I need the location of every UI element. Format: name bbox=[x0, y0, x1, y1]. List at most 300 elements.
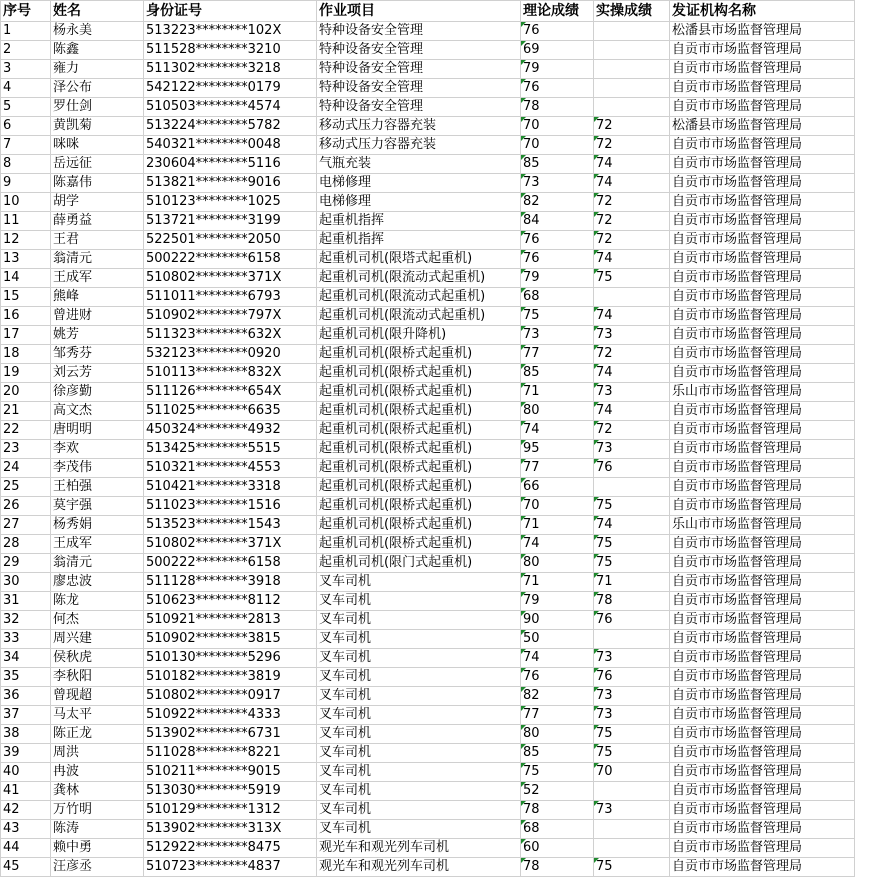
cell-issuing-authority[interactable]: 自贡市市场监督管理局 bbox=[670, 193, 855, 212]
cell-project[interactable]: 起重机司机(限流动式起重机) bbox=[317, 307, 521, 326]
cell-index[interactable]: 12 bbox=[1, 231, 51, 250]
cell-theory-score[interactable]: 68 bbox=[521, 820, 594, 839]
cell-name[interactable]: 高文杰 bbox=[51, 402, 144, 421]
cell-issuing-authority[interactable]: 自贡市市场监督管理局 bbox=[670, 269, 855, 288]
cell-name[interactable]: 熊峰 bbox=[51, 288, 144, 307]
cell-name[interactable]: 姚芳 bbox=[51, 326, 144, 345]
cell-issuing-authority[interactable]: 自贡市市场监督管理局 bbox=[670, 592, 855, 611]
cell-index[interactable]: 38 bbox=[1, 725, 51, 744]
cell-id-number[interactable]: 450324********4932 bbox=[144, 421, 317, 440]
cell-index[interactable]: 2 bbox=[1, 41, 51, 60]
cell-theory-score[interactable]: 78 bbox=[521, 801, 594, 820]
cell-practical-score[interactable]: 75 bbox=[594, 725, 670, 744]
cell-practical-score[interactable]: 72 bbox=[594, 193, 670, 212]
cell-project[interactable]: 移动式压力容器充装 bbox=[317, 136, 521, 155]
cell-project[interactable]: 观光车和观光列车司机 bbox=[317, 839, 521, 858]
cell-project[interactable]: 起重机司机(限流动式起重机) bbox=[317, 269, 521, 288]
cell-index[interactable]: 16 bbox=[1, 307, 51, 326]
cell-theory-score[interactable]: 77 bbox=[521, 345, 594, 364]
cell-issuing-authority[interactable]: 自贡市市场监督管理局 bbox=[670, 497, 855, 516]
cell-name[interactable]: 泽公布 bbox=[51, 79, 144, 98]
cell-practical-score[interactable]: 76 bbox=[594, 459, 670, 478]
cell-index[interactable]: 8 bbox=[1, 155, 51, 174]
cell-index[interactable]: 35 bbox=[1, 668, 51, 687]
cell-project[interactable]: 起重机司机(限桥式起重机) bbox=[317, 345, 521, 364]
cell-name[interactable]: 莫宇强 bbox=[51, 497, 144, 516]
cell-id-number[interactable]: 510902********3815 bbox=[144, 630, 317, 649]
cell-id-number[interactable]: 510922********4333 bbox=[144, 706, 317, 725]
cell-project[interactable]: 起重机指挥 bbox=[317, 212, 521, 231]
cell-index[interactable]: 43 bbox=[1, 820, 51, 839]
cell-issuing-authority[interactable]: 自贡市市场监督管理局 bbox=[670, 421, 855, 440]
cell-project[interactable]: 起重机司机(限桥式起重机) bbox=[317, 459, 521, 478]
cell-project[interactable]: 起重机司机(限桥式起重机) bbox=[317, 440, 521, 459]
cell-theory-score[interactable]: 85 bbox=[521, 155, 594, 174]
cell-issuing-authority[interactable]: 自贡市市场监督管理局 bbox=[670, 136, 855, 155]
cell-theory-score[interactable]: 79 bbox=[521, 60, 594, 79]
cell-id-number[interactable]: 513821********9016 bbox=[144, 174, 317, 193]
cell-practical-score[interactable]: 75 bbox=[594, 535, 670, 554]
cell-project[interactable]: 特种设备安全管理 bbox=[317, 22, 521, 41]
cell-issuing-authority[interactable]: 自贡市市场监督管理局 bbox=[670, 763, 855, 782]
cell-issuing-authority[interactable]: 自贡市市场监督管理局 bbox=[670, 364, 855, 383]
cell-theory-score[interactable]: 52 bbox=[521, 782, 594, 801]
cell-issuing-authority[interactable]: 自贡市市场监督管理局 bbox=[670, 326, 855, 345]
cell-practical-score[interactable]: 73 bbox=[594, 706, 670, 725]
cell-name[interactable]: 杨秀娟 bbox=[51, 516, 144, 535]
cell-practical-score[interactable]: 71 bbox=[594, 573, 670, 592]
cell-theory-score[interactable]: 84 bbox=[521, 212, 594, 231]
cell-issuing-authority[interactable]: 自贡市市场监督管理局 bbox=[670, 668, 855, 687]
cell-id-number[interactable]: 510921********2813 bbox=[144, 611, 317, 630]
cell-practical-score[interactable]: 74 bbox=[594, 155, 670, 174]
cell-name[interactable]: 徐彦勤 bbox=[51, 383, 144, 402]
cell-practical-score[interactable]: 78 bbox=[594, 592, 670, 611]
cell-id-number[interactable]: 511028********8221 bbox=[144, 744, 317, 763]
cell-project[interactable]: 叉车司机 bbox=[317, 687, 521, 706]
cell-theory-score[interactable]: 70 bbox=[521, 497, 594, 516]
cell-name[interactable]: 李秋阳 bbox=[51, 668, 144, 687]
cell-name[interactable]: 杨永美 bbox=[51, 22, 144, 41]
cell-id-number[interactable]: 510623********8112 bbox=[144, 592, 317, 611]
cell-theory-score[interactable]: 70 bbox=[521, 136, 594, 155]
cell-practical-score[interactable] bbox=[594, 782, 670, 801]
cell-theory-score[interactable]: 74 bbox=[521, 535, 594, 554]
cell-practical-score[interactable]: 74 bbox=[594, 250, 670, 269]
cell-id-number[interactable]: 512922********8475 bbox=[144, 839, 317, 858]
cell-name[interactable]: 唐明明 bbox=[51, 421, 144, 440]
cell-index[interactable]: 44 bbox=[1, 839, 51, 858]
header-project[interactable]: 作业项目 bbox=[317, 1, 521, 22]
cell-index[interactable]: 34 bbox=[1, 649, 51, 668]
cell-practical-score[interactable]: 72 bbox=[594, 231, 670, 250]
cell-issuing-authority[interactable]: 自贡市市场监督管理局 bbox=[670, 782, 855, 801]
header-id-number[interactable]: 身份证号 bbox=[144, 1, 317, 22]
cell-id-number[interactable]: 513030********5919 bbox=[144, 782, 317, 801]
cell-index[interactable]: 39 bbox=[1, 744, 51, 763]
cell-practical-score[interactable]: 72 bbox=[594, 117, 670, 136]
cell-index[interactable]: 3 bbox=[1, 60, 51, 79]
cell-issuing-authority[interactable]: 自贡市市场监督管理局 bbox=[670, 478, 855, 497]
cell-id-number[interactable]: 510723********4837 bbox=[144, 858, 317, 877]
cell-issuing-authority[interactable]: 自贡市市场监督管理局 bbox=[670, 839, 855, 858]
cell-issuing-authority[interactable]: 自贡市市场监督管理局 bbox=[670, 345, 855, 364]
cell-issuing-authority[interactable]: 自贡市市场监督管理局 bbox=[670, 687, 855, 706]
cell-issuing-authority[interactable]: 自贡市市场监督管理局 bbox=[670, 41, 855, 60]
cell-id-number[interactable]: 510802********371X bbox=[144, 269, 317, 288]
cell-theory-score[interactable]: 69 bbox=[521, 41, 594, 60]
cell-id-number[interactable]: 511302********3218 bbox=[144, 60, 317, 79]
cell-practical-score[interactable]: 76 bbox=[594, 668, 670, 687]
cell-name[interactable]: 赖中勇 bbox=[51, 839, 144, 858]
cell-name[interactable]: 王柏强 bbox=[51, 478, 144, 497]
cell-index[interactable]: 28 bbox=[1, 535, 51, 554]
cell-id-number[interactable]: 510902********797X bbox=[144, 307, 317, 326]
cell-project[interactable]: 电梯修理 bbox=[317, 193, 521, 212]
cell-project[interactable]: 起重机司机(限塔式起重机) bbox=[317, 250, 521, 269]
cell-practical-score[interactable]: 72 bbox=[594, 421, 670, 440]
cell-practical-score[interactable] bbox=[594, 98, 670, 117]
cell-project[interactable]: 特种设备安全管理 bbox=[317, 98, 521, 117]
cell-issuing-authority[interactable]: 自贡市市场监督管理局 bbox=[670, 535, 855, 554]
cell-project[interactable]: 叉车司机 bbox=[317, 820, 521, 839]
cell-project[interactable]: 移动式压力容器充装 bbox=[317, 117, 521, 136]
cell-index[interactable]: 11 bbox=[1, 212, 51, 231]
cell-id-number[interactable]: 511011********6793 bbox=[144, 288, 317, 307]
cell-name[interactable]: 周洪 bbox=[51, 744, 144, 763]
cell-theory-score[interactable]: 71 bbox=[521, 383, 594, 402]
cell-project[interactable]: 起重机司机(限桥式起重机) bbox=[317, 478, 521, 497]
cell-practical-score[interactable]: 73 bbox=[594, 649, 670, 668]
cell-issuing-authority[interactable]: 自贡市市场监督管理局 bbox=[670, 155, 855, 174]
cell-theory-score[interactable]: 77 bbox=[521, 706, 594, 725]
cell-practical-score[interactable]: 73 bbox=[594, 801, 670, 820]
cell-issuing-authority[interactable]: 松潘县市场监督管理局 bbox=[670, 117, 855, 136]
cell-id-number[interactable]: 522501********2050 bbox=[144, 231, 317, 250]
cell-name[interactable]: 胡学 bbox=[51, 193, 144, 212]
cell-project[interactable]: 起重机司机(限门式起重机) bbox=[317, 554, 521, 573]
cell-issuing-authority[interactable]: 自贡市市场监督管理局 bbox=[670, 630, 855, 649]
cell-name[interactable]: 龚林 bbox=[51, 782, 144, 801]
cell-issuing-authority[interactable]: 自贡市市场监督管理局 bbox=[670, 611, 855, 630]
cell-index[interactable]: 24 bbox=[1, 459, 51, 478]
cell-theory-score[interactable]: 80 bbox=[521, 402, 594, 421]
cell-project[interactable]: 起重机司机(限桥式起重机) bbox=[317, 402, 521, 421]
cell-practical-score[interactable]: 74 bbox=[594, 307, 670, 326]
cell-id-number[interactable]: 510802********0917 bbox=[144, 687, 317, 706]
cell-name[interactable]: 薛勇益 bbox=[51, 212, 144, 231]
cell-project[interactable]: 叉车司机 bbox=[317, 592, 521, 611]
cell-index[interactable]: 31 bbox=[1, 592, 51, 611]
cell-index[interactable]: 33 bbox=[1, 630, 51, 649]
cell-practical-score[interactable] bbox=[594, 630, 670, 649]
cell-issuing-authority[interactable]: 自贡市市场监督管理局 bbox=[670, 174, 855, 193]
cell-practical-score[interactable]: 75 bbox=[594, 858, 670, 877]
header-name[interactable]: 姓名 bbox=[51, 1, 144, 22]
cell-practical-score[interactable]: 73 bbox=[594, 326, 670, 345]
cell-theory-score[interactable]: 68 bbox=[521, 288, 594, 307]
cell-name[interactable]: 李茂伟 bbox=[51, 459, 144, 478]
cell-practical-score[interactable]: 75 bbox=[594, 497, 670, 516]
cell-project[interactable]: 叉车司机 bbox=[317, 782, 521, 801]
cell-name[interactable]: 曾现超 bbox=[51, 687, 144, 706]
cell-project[interactable]: 特种设备安全管理 bbox=[317, 79, 521, 98]
cell-theory-score[interactable]: 50 bbox=[521, 630, 594, 649]
cell-id-number[interactable]: 532123********0920 bbox=[144, 345, 317, 364]
cell-name[interactable]: 陈鑫 bbox=[51, 41, 144, 60]
cell-index[interactable]: 15 bbox=[1, 288, 51, 307]
cell-practical-score[interactable] bbox=[594, 22, 670, 41]
cell-practical-score[interactable]: 73 bbox=[594, 440, 670, 459]
cell-theory-score[interactable]: 73 bbox=[521, 326, 594, 345]
cell-theory-score[interactable]: 70 bbox=[521, 117, 594, 136]
cell-practical-score[interactable]: 73 bbox=[594, 687, 670, 706]
cell-index[interactable]: 9 bbox=[1, 174, 51, 193]
cell-issuing-authority[interactable]: 自贡市市场监督管理局 bbox=[670, 98, 855, 117]
cell-project[interactable]: 观光车和观光列车司机 bbox=[317, 858, 521, 877]
cell-theory-score[interactable]: 80 bbox=[521, 725, 594, 744]
cell-practical-score[interactable] bbox=[594, 79, 670, 98]
cell-id-number[interactable]: 511323********632X bbox=[144, 326, 317, 345]
cell-project[interactable]: 起重机司机(限桥式起重机) bbox=[317, 364, 521, 383]
cell-index[interactable]: 42 bbox=[1, 801, 51, 820]
cell-project[interactable]: 叉车司机 bbox=[317, 706, 521, 725]
cell-id-number[interactable]: 510130********5296 bbox=[144, 649, 317, 668]
cell-project[interactable]: 起重机指挥 bbox=[317, 231, 521, 250]
cell-issuing-authority[interactable]: 自贡市市场监督管理局 bbox=[670, 554, 855, 573]
cell-index[interactable]: 10 bbox=[1, 193, 51, 212]
cell-practical-score[interactable] bbox=[594, 820, 670, 839]
cell-practical-score[interactable] bbox=[594, 478, 670, 497]
cell-practical-score[interactable]: 72 bbox=[594, 212, 670, 231]
cell-index[interactable]: 22 bbox=[1, 421, 51, 440]
cell-id-number[interactable]: 510113********832X bbox=[144, 364, 317, 383]
cell-theory-score[interactable]: 71 bbox=[521, 516, 594, 535]
cell-index[interactable]: 30 bbox=[1, 573, 51, 592]
cell-name[interactable]: 王成军 bbox=[51, 269, 144, 288]
cell-theory-score[interactable]: 76 bbox=[521, 22, 594, 41]
cell-index[interactable]: 23 bbox=[1, 440, 51, 459]
cell-practical-score[interactable]: 75 bbox=[594, 744, 670, 763]
cell-index[interactable]: 45 bbox=[1, 858, 51, 877]
cell-issuing-authority[interactable]: 自贡市市场监督管理局 bbox=[670, 573, 855, 592]
cell-name[interactable]: 罗仕剑 bbox=[51, 98, 144, 117]
cell-project[interactable]: 叉车司机 bbox=[317, 573, 521, 592]
header-issuing-authority[interactable]: 发证机构名称 bbox=[670, 1, 855, 22]
cell-issuing-authority[interactable]: 自贡市市场监督管理局 bbox=[670, 649, 855, 668]
cell-id-number[interactable]: 513223********102X bbox=[144, 22, 317, 41]
cell-practical-score[interactable] bbox=[594, 839, 670, 858]
cell-name[interactable]: 翁清元 bbox=[51, 250, 144, 269]
cell-practical-score[interactable]: 74 bbox=[594, 516, 670, 535]
cell-index[interactable]: 19 bbox=[1, 364, 51, 383]
cell-practical-score[interactable]: 74 bbox=[594, 364, 670, 383]
cell-project[interactable]: 叉车司机 bbox=[317, 744, 521, 763]
cell-name[interactable]: 咪咪 bbox=[51, 136, 144, 155]
cell-practical-score[interactable]: 72 bbox=[594, 136, 670, 155]
cell-theory-score[interactable]: 60 bbox=[521, 839, 594, 858]
cell-theory-score[interactable]: 66 bbox=[521, 478, 594, 497]
cell-issuing-authority[interactable]: 乐山市市场监督管理局 bbox=[670, 516, 855, 535]
cell-project[interactable]: 叉车司机 bbox=[317, 725, 521, 744]
cell-project[interactable]: 叉车司机 bbox=[317, 611, 521, 630]
cell-practical-score[interactable]: 75 bbox=[594, 269, 670, 288]
cell-id-number[interactable]: 511023********1516 bbox=[144, 497, 317, 516]
cell-practical-score[interactable]: 70 bbox=[594, 763, 670, 782]
cell-practical-score[interactable]: 75 bbox=[594, 554, 670, 573]
cell-index[interactable]: 18 bbox=[1, 345, 51, 364]
cell-issuing-authority[interactable]: 自贡市市场监督管理局 bbox=[670, 801, 855, 820]
cell-name[interactable]: 刘云芳 bbox=[51, 364, 144, 383]
cell-id-number[interactable]: 513721********3199 bbox=[144, 212, 317, 231]
cell-index[interactable]: 29 bbox=[1, 554, 51, 573]
cell-id-number[interactable]: 513902********6731 bbox=[144, 725, 317, 744]
cell-name[interactable]: 万竹明 bbox=[51, 801, 144, 820]
cell-practical-score[interactable] bbox=[594, 41, 670, 60]
cell-practical-score[interactable]: 74 bbox=[594, 174, 670, 193]
cell-id-number[interactable]: 510182********3819 bbox=[144, 668, 317, 687]
cell-name[interactable]: 陈涛 bbox=[51, 820, 144, 839]
cell-theory-score[interactable]: 85 bbox=[521, 744, 594, 763]
cell-issuing-authority[interactable]: 自贡市市场监督管理局 bbox=[670, 725, 855, 744]
cell-name[interactable]: 黄凯菊 bbox=[51, 117, 144, 136]
cell-issuing-authority[interactable]: 自贡市市场监督管理局 bbox=[670, 79, 855, 98]
cell-id-number[interactable]: 510321********4553 bbox=[144, 459, 317, 478]
cell-issuing-authority[interactable]: 自贡市市场监督管理局 bbox=[670, 744, 855, 763]
cell-name[interactable]: 邹秀芬 bbox=[51, 345, 144, 364]
cell-theory-score[interactable]: 90 bbox=[521, 611, 594, 630]
cell-project[interactable]: 起重机司机(限桥式起重机) bbox=[317, 421, 521, 440]
cell-issuing-authority[interactable]: 自贡市市场监督管理局 bbox=[670, 288, 855, 307]
cell-id-number[interactable]: 542122********0179 bbox=[144, 79, 317, 98]
cell-practical-score[interactable] bbox=[594, 288, 670, 307]
cell-id-number[interactable]: 510421********3318 bbox=[144, 478, 317, 497]
cell-theory-score[interactable]: 76 bbox=[521, 79, 594, 98]
cell-practical-score[interactable]: 76 bbox=[594, 611, 670, 630]
cell-name[interactable]: 马太平 bbox=[51, 706, 144, 725]
cell-id-number[interactable]: 500222********6158 bbox=[144, 554, 317, 573]
cell-name[interactable]: 王成军 bbox=[51, 535, 144, 554]
cell-id-number[interactable]: 510123********1025 bbox=[144, 193, 317, 212]
cell-id-number[interactable]: 513523********1543 bbox=[144, 516, 317, 535]
cell-theory-score[interactable]: 74 bbox=[521, 649, 594, 668]
cell-issuing-authority[interactable]: 自贡市市场监督管理局 bbox=[670, 858, 855, 877]
cell-name[interactable]: 汪彦丞 bbox=[51, 858, 144, 877]
cell-index[interactable]: 36 bbox=[1, 687, 51, 706]
cell-issuing-authority[interactable]: 自贡市市场监督管理局 bbox=[670, 459, 855, 478]
cell-project[interactable]: 起重机司机(限升降机) bbox=[317, 326, 521, 345]
cell-name[interactable]: 冉波 bbox=[51, 763, 144, 782]
cell-issuing-authority[interactable]: 自贡市市场监督管理局 bbox=[670, 402, 855, 421]
cell-id-number[interactable]: 513425********5515 bbox=[144, 440, 317, 459]
cell-id-number[interactable]: 511528********3210 bbox=[144, 41, 317, 60]
cell-name[interactable]: 岳远征 bbox=[51, 155, 144, 174]
cell-index[interactable]: 7 bbox=[1, 136, 51, 155]
cell-project[interactable]: 叉车司机 bbox=[317, 801, 521, 820]
cell-name[interactable]: 陈嘉伟 bbox=[51, 174, 144, 193]
cell-name[interactable]: 曾进财 bbox=[51, 307, 144, 326]
cell-practical-score[interactable]: 74 bbox=[594, 402, 670, 421]
cell-theory-score[interactable]: 79 bbox=[521, 269, 594, 288]
header-theory-score[interactable]: 理论成绩 bbox=[521, 1, 594, 22]
cell-index[interactable]: 6 bbox=[1, 117, 51, 136]
cell-index[interactable]: 1 bbox=[1, 22, 51, 41]
cell-name[interactable]: 周兴建 bbox=[51, 630, 144, 649]
cell-project[interactable]: 起重机司机(限桥式起重机) bbox=[317, 497, 521, 516]
cell-theory-score[interactable]: 78 bbox=[521, 858, 594, 877]
cell-index[interactable]: 21 bbox=[1, 402, 51, 421]
cell-project[interactable]: 起重机司机(限桥式起重机) bbox=[317, 535, 521, 554]
cell-id-number[interactable]: 230604********5116 bbox=[144, 155, 317, 174]
cell-project[interactable]: 特种设备安全管理 bbox=[317, 41, 521, 60]
cell-issuing-authority[interactable]: 自贡市市场监督管理局 bbox=[670, 307, 855, 326]
cell-theory-score[interactable]: 85 bbox=[521, 364, 594, 383]
cell-index[interactable]: 26 bbox=[1, 497, 51, 516]
cell-practical-score[interactable]: 73 bbox=[594, 383, 670, 402]
cell-theory-score[interactable]: 74 bbox=[521, 421, 594, 440]
cell-index[interactable]: 17 bbox=[1, 326, 51, 345]
cell-name[interactable]: 廖忠波 bbox=[51, 573, 144, 592]
cell-name[interactable]: 雍力 bbox=[51, 60, 144, 79]
cell-project[interactable]: 叉车司机 bbox=[317, 763, 521, 782]
cell-project[interactable]: 起重机司机(限桥式起重机) bbox=[317, 516, 521, 535]
cell-index[interactable]: 25 bbox=[1, 478, 51, 497]
cell-index[interactable]: 14 bbox=[1, 269, 51, 288]
cell-project[interactable]: 特种设备安全管理 bbox=[317, 60, 521, 79]
cell-name[interactable]: 李欢 bbox=[51, 440, 144, 459]
cell-name[interactable]: 侯秋虎 bbox=[51, 649, 144, 668]
cell-project[interactable]: 叉车司机 bbox=[317, 668, 521, 687]
header-practical-score[interactable]: 实操成绩 bbox=[594, 1, 670, 22]
cell-theory-score[interactable]: 76 bbox=[521, 250, 594, 269]
cell-name[interactable]: 翁清元 bbox=[51, 554, 144, 573]
cell-theory-score[interactable]: 82 bbox=[521, 193, 594, 212]
cell-id-number[interactable]: 511025********6635 bbox=[144, 402, 317, 421]
cell-id-number[interactable]: 513224********5782 bbox=[144, 117, 317, 136]
cell-index[interactable]: 37 bbox=[1, 706, 51, 725]
cell-theory-score[interactable]: 78 bbox=[521, 98, 594, 117]
cell-id-number[interactable]: 510129********1312 bbox=[144, 801, 317, 820]
cell-id-number[interactable]: 511126********654X bbox=[144, 383, 317, 402]
cell-id-number[interactable]: 540321********0048 bbox=[144, 136, 317, 155]
cell-theory-score[interactable]: 75 bbox=[521, 307, 594, 326]
cell-project[interactable]: 气瓶充装 bbox=[317, 155, 521, 174]
cell-theory-score[interactable]: 77 bbox=[521, 459, 594, 478]
cell-project[interactable]: 叉车司机 bbox=[317, 649, 521, 668]
cell-index[interactable]: 32 bbox=[1, 611, 51, 630]
cell-issuing-authority[interactable]: 松潘县市场监督管理局 bbox=[670, 22, 855, 41]
cell-issuing-authority[interactable]: 自贡市市场监督管理局 bbox=[670, 60, 855, 79]
cell-theory-score[interactable]: 75 bbox=[521, 763, 594, 782]
cell-name[interactable]: 陈龙 bbox=[51, 592, 144, 611]
cell-theory-score[interactable]: 73 bbox=[521, 174, 594, 193]
cell-theory-score[interactable]: 71 bbox=[521, 573, 594, 592]
cell-project[interactable]: 电梯修理 bbox=[317, 174, 521, 193]
cell-practical-score[interactable] bbox=[594, 60, 670, 79]
header-index[interactable]: 序号 bbox=[1, 1, 51, 22]
cell-issuing-authority[interactable]: 乐山市市场监督管理局 bbox=[670, 383, 855, 402]
cell-id-number[interactable]: 510802********371X bbox=[144, 535, 317, 554]
cell-theory-score[interactable]: 76 bbox=[521, 231, 594, 250]
cell-issuing-authority[interactable]: 自贡市市场监督管理局 bbox=[670, 820, 855, 839]
cell-issuing-authority[interactable]: 自贡市市场监督管理局 bbox=[670, 231, 855, 250]
cell-theory-score[interactable]: 79 bbox=[521, 592, 594, 611]
cell-index[interactable]: 4 bbox=[1, 79, 51, 98]
cell-project[interactable]: 起重机司机(限桥式起重机) bbox=[317, 383, 521, 402]
cell-name[interactable]: 陈正龙 bbox=[51, 725, 144, 744]
cell-issuing-authority[interactable]: 自贡市市场监督管理局 bbox=[670, 706, 855, 725]
cell-id-number[interactable]: 513902********313X bbox=[144, 820, 317, 839]
